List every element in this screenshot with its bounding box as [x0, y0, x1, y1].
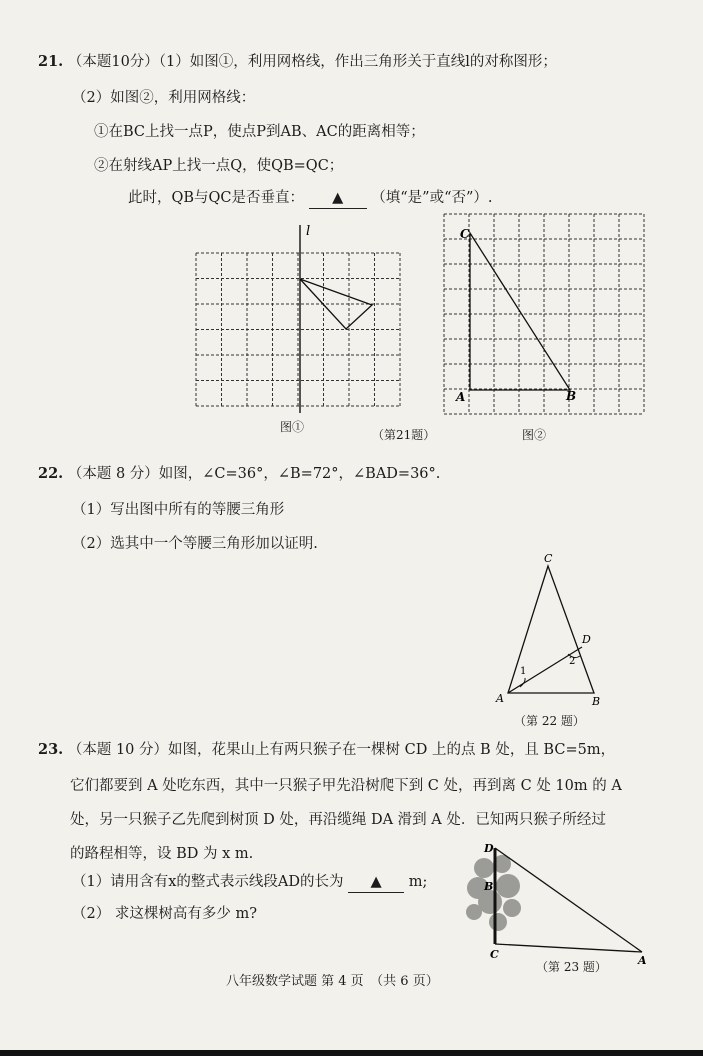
q22-line3: （2）选其中一个等腰三角形加以证明.	[72, 536, 318, 552]
q22-text-1: （本题 8 分）如图，∠C=36°，∠B=72°，∠BAD=36°.	[67, 466, 441, 482]
q22-number: 22.	[38, 465, 64, 482]
q21-line3: ①在BC上找一点P，使点P到AB、AC的距离相等；	[94, 124, 425, 140]
fig2-label-b: B	[566, 389, 577, 403]
q23-label-a: A	[638, 954, 647, 967]
q22-label-b: B	[592, 695, 601, 708]
q23-label-b: B	[484, 880, 494, 893]
bottom-rule	[0, 1050, 703, 1056]
q22-label-c: C	[544, 552, 553, 565]
q23-line4: 的路程相等，设 BD 为 x m.	[70, 846, 254, 862]
q21-line4: ②在射线AP上找一点Q，使QB=QC；	[94, 158, 344, 174]
q23-figure	[458, 838, 658, 970]
q22-caption: （第 22 题）	[514, 714, 585, 728]
q23-label-d: D	[484, 842, 494, 855]
q21-figure-1	[190, 215, 410, 415]
q22-label-a: A	[496, 692, 504, 705]
q22-label-d: D	[582, 633, 591, 646]
q21-text-1: （本题10分）（1）如图①，利用网格线，作出三角形关于直线l的对称图形；	[67, 54, 557, 70]
q21-number: 21.	[38, 53, 64, 70]
q22-figure	[490, 550, 620, 712]
q21-line5	[128, 188, 493, 209]
q23-sub2: （2） 求这棵树高有多少 m?	[72, 906, 257, 922]
fig2-label-c: C	[460, 227, 470, 241]
fig2-label-a: A	[456, 390, 466, 404]
q21-answer-blank	[309, 188, 367, 209]
q23-caption: （第 23 题）	[536, 960, 607, 974]
q21-text-5-post: （填“是”或“否”）.	[371, 190, 493, 206]
q23-answer-blank	[348, 872, 404, 893]
answer-triangle-icon: ▲	[332, 190, 344, 206]
q22-line2: （1）写出图中所有的等腰三角形	[72, 502, 285, 518]
q21-line1	[38, 52, 557, 72]
q23-sub1-pre: （1）请用含有x的整式表示线段AD的长为	[72, 874, 344, 890]
q23-segment-da	[495, 848, 642, 952]
q23-line1	[38, 740, 615, 760]
q21-figure-2	[436, 208, 656, 420]
q23-segment-ca	[495, 944, 642, 952]
q22-label-angle1: 1	[520, 666, 527, 677]
q22-label-angle2: 2	[569, 656, 576, 667]
q23-label-c: C	[490, 948, 499, 961]
q21-text-5-pre: 此时，QB与QC是否垂直：	[128, 190, 305, 206]
q23-line3: 处，另一只猴子乙先爬到树顶 D 处，再沿缆绳 DA 滑到 A 处．已知两只猴子所经过	[70, 812, 606, 828]
q23-text-1: （本题 10 分）如图，花果山上有两只猴子在一棵树 CD 上的点 B 处，且 BC=5m，	[67, 742, 616, 758]
fig1-line-label: l	[306, 224, 311, 239]
q23-line2: 它们都要到 A 处吃东西，其中一只猴子甲先沿树爬下到 C 处，再到离 C 处 10m 的 A	[70, 778, 622, 794]
q22-line1	[38, 464, 440, 484]
fig2-triangle	[470, 233, 570, 390]
page-footer: 八年级数学试题 第 4 页 （共 6 页）	[226, 974, 439, 989]
answer-triangle-icon: ▲	[370, 874, 382, 890]
q23-number: 23.	[38, 741, 64, 758]
q21-caption: （第21题）	[372, 428, 436, 442]
q23-sub1-post: m;	[408, 874, 428, 890]
q21-fig1-caption: 图①	[280, 420, 305, 434]
q23-sub1	[72, 872, 427, 893]
q21-line2: （2）如图②，利用网格线：	[72, 90, 256, 106]
q21-fig2-caption: 图②	[522, 428, 547, 442]
